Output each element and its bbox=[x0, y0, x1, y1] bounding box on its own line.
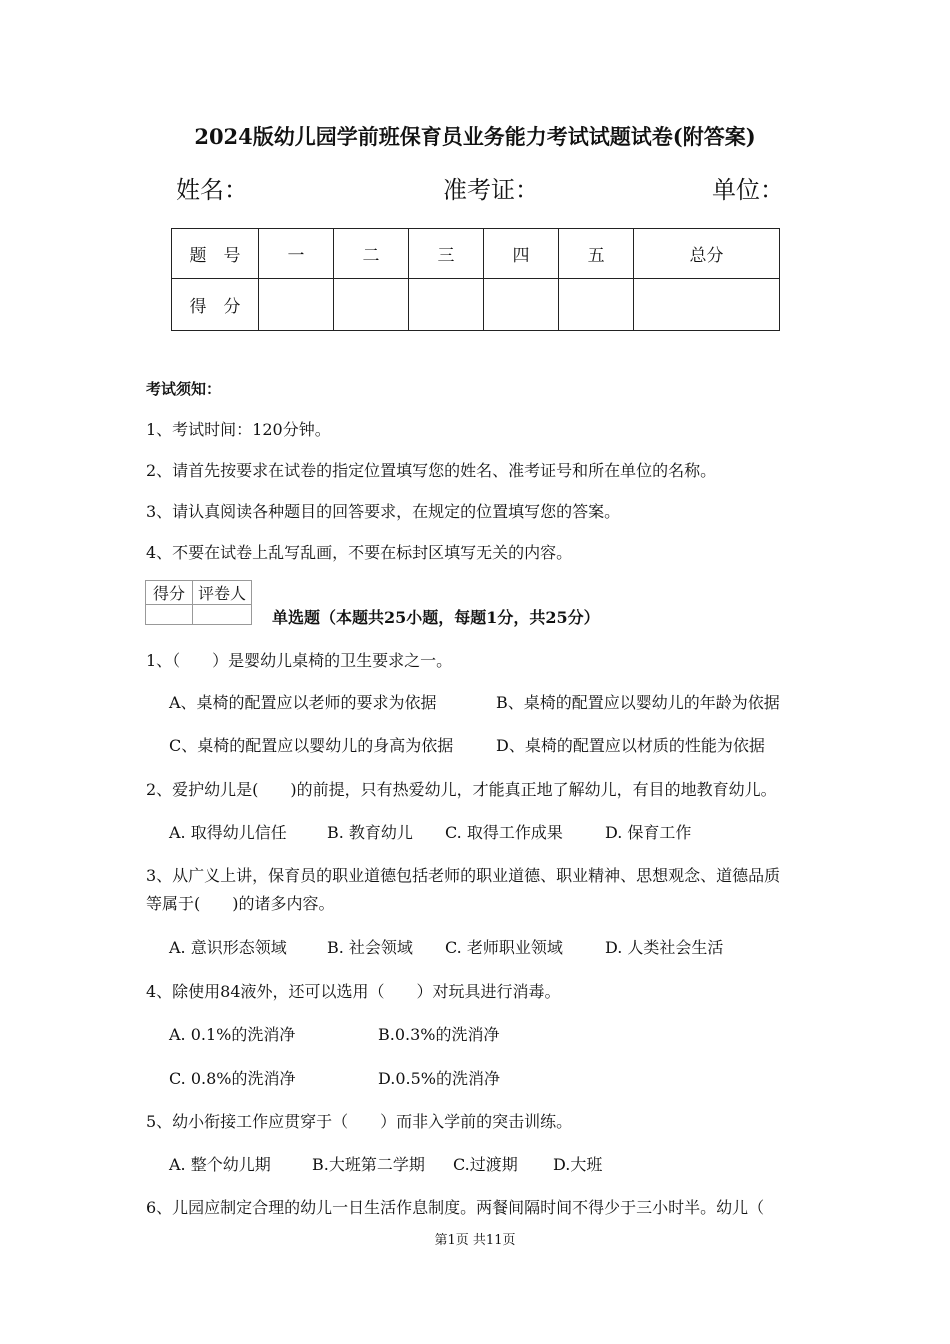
question-3-stem-line-2: 等属于( )的诸多内容。 bbox=[146, 894, 335, 913]
score-header-4: 四 bbox=[484, 229, 559, 279]
question-5-option-d[interactable]: D.大班 bbox=[553, 1155, 603, 1174]
score-cell-1[interactable] bbox=[259, 279, 334, 331]
score-table-header-row bbox=[172, 229, 780, 279]
question-2-stem: 2、爱护幼儿是( )的前提，只有热爱幼儿，才能真正地了解幼儿，有目的地教育幼儿。 bbox=[146, 780, 777, 799]
question-1-stem: 1、（ ）是婴幼儿桌椅的卫生要求之一。 bbox=[146, 651, 453, 670]
page-footer: 第1页 共11页 bbox=[434, 1233, 516, 1248]
question-3-stem-line-1: 3、从广义上讲，保育员的职业道德包括老师的职业道德、职业精神、思想观念、道德品质 bbox=[146, 866, 781, 885]
score-cell-4[interactable] bbox=[484, 279, 559, 331]
grader-box bbox=[145, 580, 252, 625]
question-2-option-d[interactable]: D. 保育工作 bbox=[605, 823, 692, 842]
notice-heading: 考试须知： bbox=[146, 380, 222, 398]
question-1-option-b[interactable]: B、桌椅的配置应以婴幼儿的年龄为依据 bbox=[496, 693, 780, 712]
name-label: 姓名： bbox=[176, 176, 248, 204]
grader-name-cell[interactable] bbox=[193, 605, 252, 625]
question-5-stem: 5、幼小衔接工作应贯穿于（ ）而非入学前的突击训练。 bbox=[146, 1112, 573, 1131]
question-3-option-c[interactable]: C. 老师职业领域 bbox=[445, 938, 563, 957]
score-cell-5[interactable] bbox=[559, 279, 634, 331]
question-5-option-c[interactable]: C.过渡期 bbox=[453, 1155, 518, 1174]
question-2-option-c[interactable]: C. 取得工作成果 bbox=[445, 823, 563, 842]
notice-item-4: 4、不要在试卷上乱写乱画，不要在标封区填写无关的内容。 bbox=[146, 543, 573, 562]
question-3-option-b[interactable]: B. 社会领域 bbox=[327, 938, 413, 957]
score-cell-3[interactable] bbox=[409, 279, 484, 331]
score-header-total: 总分 bbox=[634, 229, 780, 279]
score-table bbox=[171, 228, 780, 331]
score-header-1: 一 bbox=[259, 229, 334, 279]
notice-item-1: 1、考试时间：120分钟。 bbox=[146, 420, 331, 439]
grader-score-label: 得分 bbox=[146, 581, 193, 605]
notice-item-2: 2、请首先按要求在试卷的指定位置填写您的姓名、准考证号和所在单位的名称。 bbox=[146, 461, 717, 480]
score-table-score-row bbox=[172, 279, 780, 331]
score-row-label: 得 分 bbox=[172, 279, 259, 331]
grader-name-label: 评卷人 bbox=[193, 581, 252, 605]
score-header-label: 题 号 bbox=[172, 229, 259, 279]
question-5-option-a[interactable]: A. 整个幼儿期 bbox=[169, 1155, 271, 1174]
score-header-2: 二 bbox=[334, 229, 409, 279]
question-4-option-c[interactable]: C. 0.8%的洗消净 bbox=[169, 1069, 296, 1088]
question-3-option-d[interactable]: D. 人类社会生活 bbox=[605, 938, 724, 957]
question-2-option-b[interactable]: B. 教育幼儿 bbox=[327, 823, 413, 842]
grader-score-cell[interactable] bbox=[146, 605, 193, 625]
score-cell-total[interactable] bbox=[634, 279, 780, 331]
unit-label: 单位： bbox=[712, 176, 784, 204]
question-1-option-a[interactable]: A、桌椅的配置应以老师的要求为依据 bbox=[169, 693, 437, 712]
question-2-option-a[interactable]: A. 取得幼儿信任 bbox=[169, 823, 287, 842]
question-4-option-a[interactable]: A. 0.1%的洗消净 bbox=[169, 1025, 296, 1044]
question-3-option-a[interactable]: A. 意识形态领域 bbox=[169, 938, 287, 957]
exam-id-label: 准考证： bbox=[443, 176, 539, 204]
question-5-option-b[interactable]: B.大班第二学期 bbox=[312, 1155, 425, 1174]
score-header-5: 五 bbox=[559, 229, 634, 279]
question-4-option-d[interactable]: D.0.5%的洗消净 bbox=[378, 1069, 500, 1088]
question-1-option-c[interactable]: C、桌椅的配置应以婴幼儿的身高为依据 bbox=[169, 736, 454, 755]
score-header-3: 三 bbox=[409, 229, 484, 279]
section-title: 单选题（本题共25小题，每题1分，共25分） bbox=[272, 608, 600, 627]
question-4-stem: 4、除使用84液外，还可以选用（ ）对玩具进行消毒。 bbox=[146, 982, 561, 1001]
question-6-stem: 6、儿园应制定合理的幼儿一日生活作息制度。两餐间隔时间不得少于三小时半。幼儿（ bbox=[146, 1198, 765, 1217]
score-cell-2[interactable] bbox=[334, 279, 409, 331]
notice-item-3: 3、请认真阅读各种题目的回答要求，在规定的位置填写您的答案。 bbox=[146, 502, 621, 521]
question-1-option-d[interactable]: D、桌椅的配置应以材质的性能为依据 bbox=[496, 736, 765, 755]
page-title: 2024版幼儿园学前班保育员业务能力考试试题试卷(附答案) bbox=[194, 124, 756, 149]
question-4-option-b[interactable]: B.0.3%的洗消净 bbox=[378, 1025, 500, 1044]
